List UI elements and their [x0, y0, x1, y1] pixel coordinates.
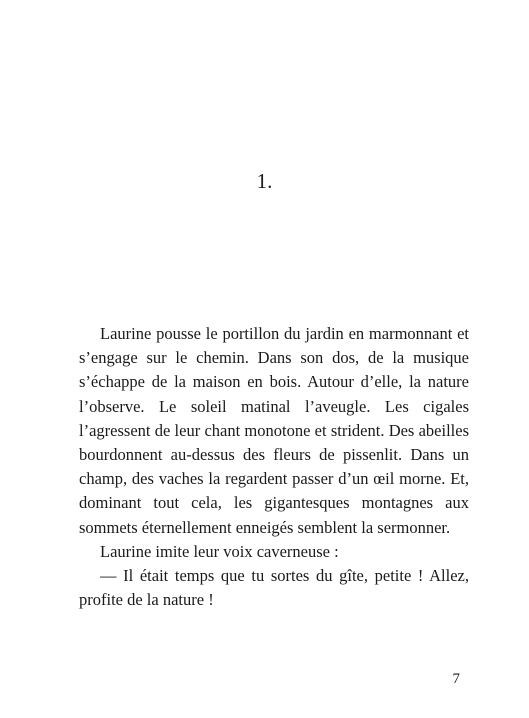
dialogue-paragraph: — Il était temps que tu sortes du gîte, petite ! Allez, profite de la nature ! [79, 566, 469, 610]
chapter-body [79, 322, 469, 612]
paragraph: Laurine imite leur voix caverneuse : [100, 541, 339, 561]
paragraph: Laurine pousse le portillon du jardin en marmonnant et s’engage sur le chemin. Dans son dos, de la musique s’échappe de la maison en bois. Autour d’elle, la nature l’observe. Le soleil matinal l’aveugle. Les cigales l’agressent de leur chant monotone et strident. Des abeilles bourdonnent au-dessus des fleurs de pissenlit. Dans un champ, des vaches la regardent passer d’un œil morne. Et, dominant tout cela, les gigantesques montagnes aux sommets éternellement enneigés semblent la sermonner. [79, 324, 469, 537]
page-number: 7 [452, 671, 460, 687]
chapter-number: 1. [256, 169, 273, 193]
